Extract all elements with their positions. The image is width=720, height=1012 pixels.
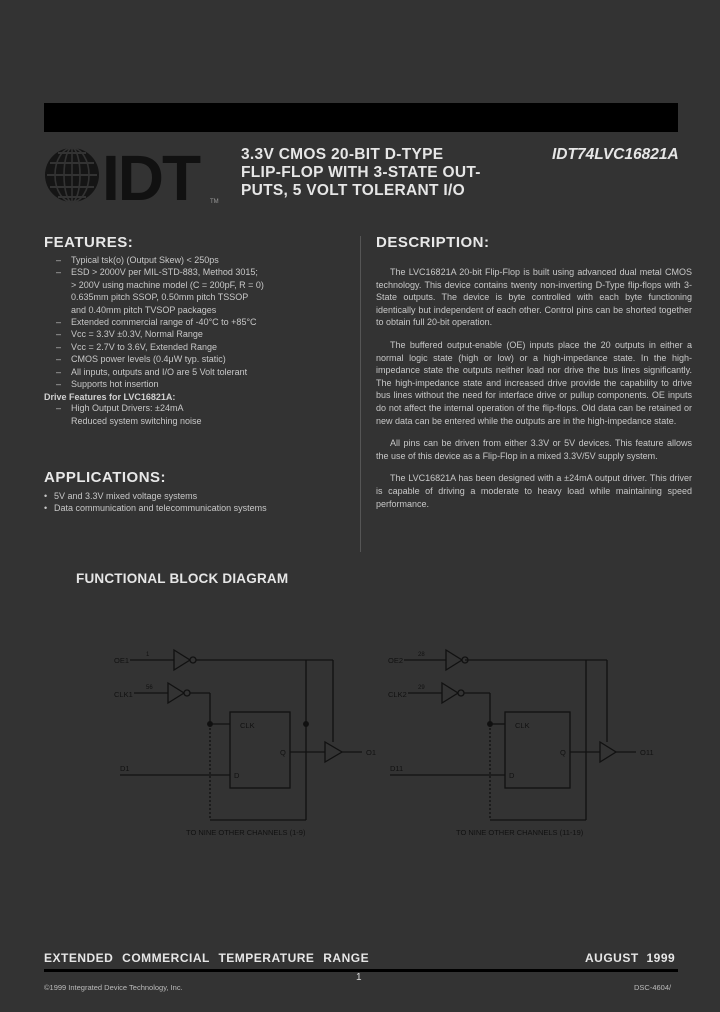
svg-text:TO NINE OTHER CHANNELS (11-19): TO NINE OTHER CHANNELS (11-19) — [456, 828, 584, 837]
list-item: • 5V and 3.3V mixed voltage systems — [40, 490, 350, 502]
publication-date: AUGUST 1999 — [585, 951, 676, 965]
list-item: – Supports hot insertion — [44, 378, 350, 390]
paragraph: The LVC16821A has been designed with a ±24mA output driver. This driver is capable of driving a moderate to heavy load while maintaining speed performance. — [376, 473, 692, 509]
svg-text:O11: O11 — [640, 748, 654, 757]
svg-text:OE2: OE2 — [388, 656, 404, 665]
features-list — [44, 254, 350, 427]
svg-text:D: D — [509, 771, 515, 780]
block-diagram-title: FUNCTIONAL BLOCK DIAGRAM — [76, 571, 289, 586]
paragraph: All pins can be driven from either 3.3V or 5V devices. This feature allows the use of this device as a Flip-Flop in a mixed 3.3V/5V supply system. — [376, 438, 692, 461]
description-body — [376, 266, 692, 520]
column-divider — [360, 236, 361, 552]
paragraph: The buffered output-enable (OE) inputs place the 20 outputs in either a normal logic state (high or low) or a high-impedance state. In the high-impedance state the outputs neither load nor drive the bus lines significantly. The high-impedance state and increased drive provide the capability to drive bus lines without the need for interface drive or pullup components. OE inputs do not affect the internal operation of the flip-flops. Old data can be retained or new data can be entered while the outputs are in the high-impedance state. — [376, 339, 692, 426]
features-heading: FEATURES: — [44, 234, 134, 251]
logo-wordmark: IDT — [102, 145, 200, 205]
svg-text:TO NINE OTHER CHANNELS (1-9): TO NINE OTHER CHANNELS (1-9) — [186, 828, 306, 837]
drive-features-heading: Drive Features for LVC16821A: — [44, 392, 176, 403]
header-bar — [44, 103, 678, 132]
product-title: 3.3V CMOS 20-BIT D-TYPE FLIP-FLOP WITH 3-STATE OUT- PUTS, 5 VOLT TOLERANT I/O — [241, 146, 481, 199]
svg-text:28: 28 — [418, 652, 425, 658]
list-item: – Extended commercial range of -40°C to +85°C — [44, 316, 350, 328]
description-heading: DESCRIPTION: — [376, 234, 490, 251]
svg-text:Q: Q — [560, 748, 566, 757]
applications-list — [40, 490, 350, 515]
list-item: 0.635mm pitch SSOP, 0.50mm pitch TSSOP — [71, 292, 249, 303]
page-number: 1 — [356, 972, 362, 983]
idt-logo — [44, 145, 222, 205]
document-code: DSC-4604/ — [634, 983, 672, 992]
copyright: ©1999 Integrated Device Technology, Inc. — [44, 983, 183, 992]
svg-text:Q: Q — [280, 748, 286, 757]
list-item: – All inputs, outputs and I/O are 5 Volt tolerant — [44, 366, 350, 378]
list-item: – Vcc = 3.3V ±0.3V, Normal Range — [44, 328, 350, 340]
list-item: – High Output Drivers: ±24mA — [44, 402, 350, 414]
svg-text:CLK: CLK — [240, 721, 255, 730]
list-item: – CMOS power levels (0.4μW typ. static) — [44, 353, 350, 365]
list-item: • Data communication and telecommunication systems — [40, 502, 350, 514]
svg-text:TM: TM — [210, 199, 219, 205]
svg-text:D: D — [234, 771, 240, 780]
logo-globe-icon — [45, 148, 99, 202]
part-number: IDT74LVC16821A — [552, 146, 679, 163]
svg-text:CLK: CLK — [515, 721, 530, 730]
applications-heading: APPLICATIONS: — [44, 469, 167, 486]
list-item: – Vcc = 2.7V to 3.6V, Extended Range — [44, 341, 350, 353]
channel-right — [388, 650, 654, 837]
list-item: – ESD > 2000V per MIL-STD-883, Method 3015; — [44, 266, 350, 278]
list-item: and 0.40mm pitch TVSOP packages — [71, 304, 217, 315]
svg-text:OE1: OE1 — [114, 656, 130, 665]
channel-left — [114, 650, 376, 837]
svg-text:1: 1 — [146, 652, 150, 658]
svg-text:29: 29 — [418, 685, 425, 691]
svg-text:CLK2: CLK2 — [388, 690, 407, 699]
temperature-range-label: EXTENDED COMMERCIAL TEMPERATURE RANGE — [44, 951, 370, 965]
svg-text:D1: D1 — [120, 764, 130, 773]
list-item: Reduced system switching noise — [71, 415, 202, 426]
svg-text:56: 56 — [146, 685, 153, 691]
svg-text:O1: O1 — [366, 748, 377, 757]
list-item: > 200V using machine model (C = 200pF, R = 0) — [71, 279, 264, 290]
list-item: – Typical tsk(o) (Output Skew) < 250ps — [44, 254, 350, 266]
paragraph: The LVC16821A 20-bit Flip-Flop is built using advanced dual metal CMOS technology. This device contains twenty non-inverting D-Type flip-flops with 3-State outputs. The device is byte controlled with each byte functioning identically but independent of each other. Control pins can be shorted together to obtain full 20-bit operation. — [376, 267, 692, 328]
functional-block-diagram — [100, 630, 700, 840]
svg-text:D11: D11 — [390, 764, 404, 773]
svg-text:CLK1: CLK1 — [114, 690, 133, 699]
